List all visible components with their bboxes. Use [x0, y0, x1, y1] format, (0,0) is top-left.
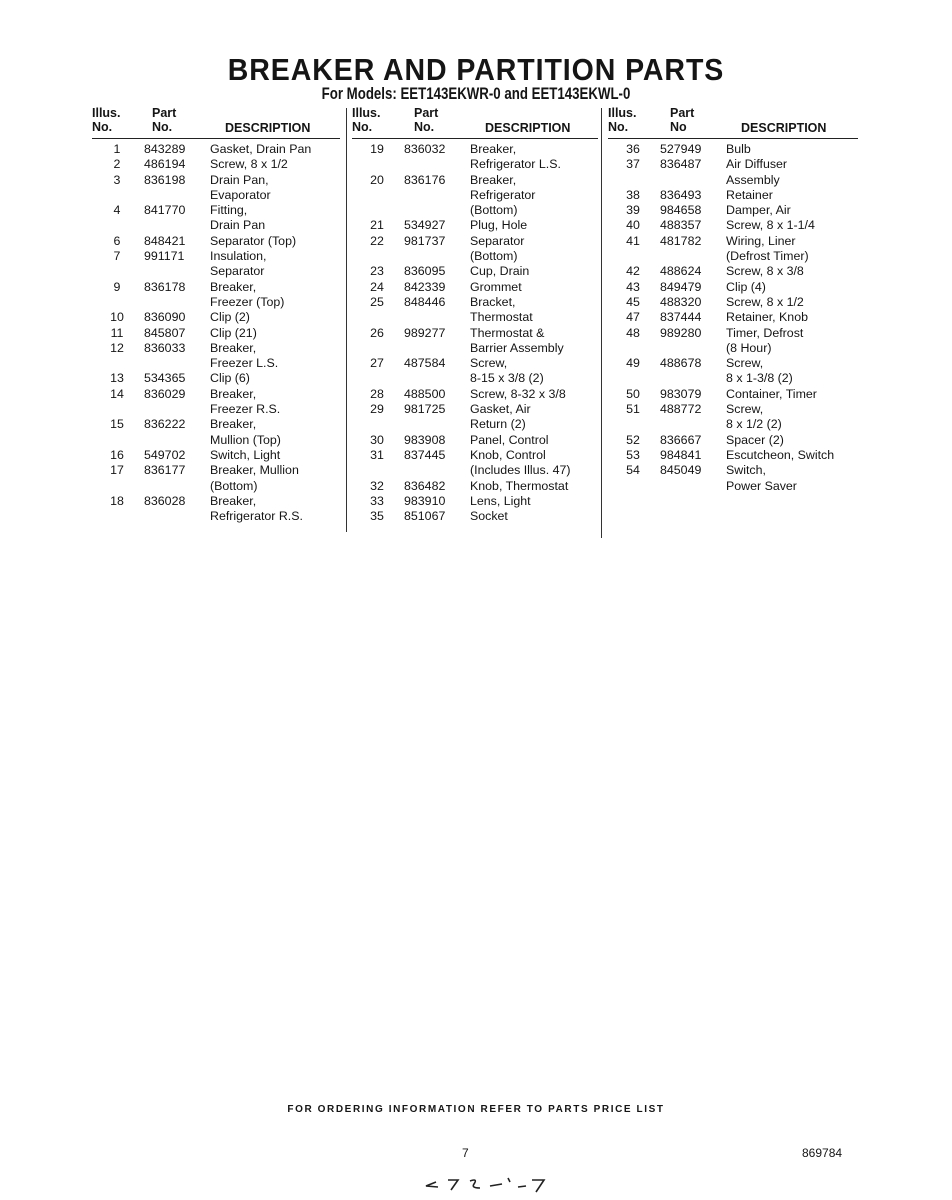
parts-row	[608, 310, 858, 325]
parts-row	[608, 203, 858, 218]
part-description	[470, 448, 598, 479]
illus-number: 1	[113, 142, 121, 156]
illus-number: 52	[626, 432, 640, 447]
description-line: Breaker,	[210, 493, 257, 508]
description-line: Retainer	[726, 187, 773, 202]
part-description	[726, 463, 858, 494]
part-number: 984658	[660, 203, 702, 218]
part-description	[470, 402, 598, 433]
description-line: (Defrost Timer)	[726, 249, 809, 264]
description-line: Power Saver	[726, 478, 797, 493]
part-number: 527949	[660, 142, 702, 156]
parts-row	[352, 295, 598, 326]
description-line: Spacer (2)	[726, 432, 784, 447]
parts-row	[92, 157, 340, 172]
parts-row	[608, 234, 858, 265]
parts-row	[608, 402, 858, 433]
ordering-note: FOR ORDERING INFORMATION REFER TO PARTS PRICE LIST	[287, 1104, 665, 1115]
part-number: 843289	[144, 142, 186, 156]
parts-row	[92, 417, 340, 448]
part-number: 845049	[660, 463, 702, 478]
parts-row	[92, 310, 340, 325]
description-line: Freezer L.S.	[210, 356, 279, 371]
part-number: 842339	[404, 279, 446, 294]
page-title: BREAKER AND PARTITION PARTS	[227, 52, 725, 87]
part-description	[210, 448, 340, 463]
illus-number: 22	[370, 233, 384, 248]
part-description	[726, 433, 858, 448]
description-line: Cup, Drain	[470, 264, 530, 279]
description-line: Clip (4)	[726, 279, 766, 294]
parts-row	[352, 234, 598, 265]
parts-row	[92, 142, 340, 157]
illus-number: 47	[626, 310, 640, 325]
column-header	[608, 104, 858, 139]
description-line: Panel, Control	[470, 432, 549, 447]
part-description	[726, 310, 858, 325]
description-line: Screw, 8 x 1/2	[210, 157, 288, 172]
illus-number: 14	[110, 386, 124, 401]
part-description	[726, 188, 858, 203]
description-line: Breaker, Mullion	[210, 463, 299, 478]
description-line: Retainer, Knob	[726, 310, 808, 325]
parts-row	[608, 157, 858, 188]
part-number: 836482	[404, 478, 446, 493]
part-number: 836178	[144, 279, 186, 294]
description-line: Screw, 8 x 1-1/4	[726, 218, 815, 233]
part-description	[470, 494, 598, 509]
description-line: Breaker,	[210, 417, 257, 432]
part-number: 487584	[404, 356, 446, 371]
part-number: 989277	[404, 325, 446, 340]
part-number: 836493	[660, 187, 702, 202]
part-number: 836033	[144, 340, 186, 355]
description-line: Breaker,	[470, 172, 517, 187]
part-number: 836198	[144, 172, 186, 187]
part-number: 836028	[144, 493, 186, 508]
description-line: (8 Hour)	[726, 340, 772, 355]
handwritten-mark-icon	[422, 1172, 562, 1196]
part-description	[210, 157, 340, 172]
column-divider	[346, 108, 347, 532]
description-line: Wiring, Liner	[726, 233, 796, 248]
part-number: 836029	[144, 386, 186, 401]
part-number: 845807	[144, 325, 186, 340]
parts-row	[92, 371, 340, 386]
part-number: 837445	[404, 447, 446, 462]
part-number: 836090	[144, 310, 186, 325]
description-line: Clip (21)	[210, 325, 257, 340]
illus-number: 21	[370, 218, 384, 233]
illus-number: 48	[626, 325, 640, 340]
part-description	[726, 264, 858, 279]
description-line: 8 x 1-3/8 (2)	[726, 371, 793, 386]
description-header: DESCRIPTION	[485, 121, 571, 135]
parts-rows	[608, 139, 858, 494]
parts-row	[608, 280, 858, 295]
description-line: Escutcheon, Switch	[726, 447, 835, 462]
part-number: 981725	[404, 402, 446, 417]
part-description	[726, 326, 858, 357]
illus-number: 19	[370, 142, 384, 156]
part-description	[470, 142, 598, 173]
part-description	[726, 203, 858, 218]
parts-row	[608, 326, 858, 357]
illus-number: 13	[110, 371, 124, 386]
illus-number: 32	[370, 478, 384, 493]
parts-row	[92, 173, 340, 204]
part-number: 549702	[144, 447, 186, 462]
part-number: 836667	[660, 432, 702, 447]
description-line: Refrigerator R.S.	[210, 509, 303, 524]
description-line: Return (2)	[470, 417, 526, 432]
parts-row	[92, 341, 340, 372]
description-line: (Bottom)	[210, 478, 258, 493]
parts-row	[352, 433, 598, 448]
parts-row	[92, 326, 340, 341]
part-description	[210, 463, 340, 494]
illus-number: 12	[110, 340, 124, 355]
illus-number: 41	[626, 233, 640, 248]
parts-column-2	[352, 104, 598, 524]
part-number: 984841	[660, 447, 702, 462]
part-number: 851067	[404, 509, 446, 524]
description-line: Breaker,	[210, 340, 257, 355]
part-description	[470, 218, 598, 233]
part-number: 836487	[660, 157, 702, 172]
description-line: Screw,	[470, 356, 508, 371]
description-line: Breaker,	[210, 386, 257, 401]
part-description	[470, 356, 598, 387]
part-number: 836176	[404, 172, 446, 187]
illus-number: 39	[626, 203, 640, 218]
part-number: 841770	[144, 203, 186, 218]
part-description	[210, 387, 340, 418]
part-number: 488678	[660, 356, 702, 371]
description-line: Knob, Control	[470, 447, 546, 462]
part-description	[470, 295, 598, 326]
illus-number: 33	[370, 493, 384, 508]
part-description	[210, 249, 340, 280]
part-description	[470, 280, 598, 295]
illus-number: 27	[370, 356, 384, 371]
part-description	[210, 417, 340, 448]
part-number: 848421	[144, 233, 186, 248]
part-description	[470, 387, 598, 402]
document-number: 869784	[802, 1146, 843, 1160]
parts-row	[608, 142, 858, 157]
parts-row	[608, 433, 858, 448]
parts-row	[352, 356, 598, 387]
part-description	[726, 402, 858, 433]
description-line: Screw, 8 x 1/2	[726, 294, 804, 309]
part-header: Part No.	[414, 106, 439, 134]
part-description	[210, 341, 340, 372]
parts-row	[352, 494, 598, 509]
column-header	[92, 104, 340, 139]
illus-header: Illus. No.	[352, 106, 381, 134]
part-description	[210, 280, 340, 311]
description-line: Separator	[470, 233, 525, 248]
part-number: 836177	[144, 463, 186, 478]
parts-row	[92, 387, 340, 418]
illus-number: 38	[626, 187, 640, 202]
description-line: Thermostat &	[470, 325, 545, 340]
parts-rows	[92, 139, 340, 524]
illus-number: 42	[626, 264, 640, 279]
description-line: Lens, Light	[470, 493, 531, 508]
illus-number: 15	[110, 417, 124, 432]
part-number: 983079	[660, 386, 702, 401]
illus-number: 35	[370, 509, 384, 524]
part-description	[726, 142, 858, 157]
part-description	[726, 218, 858, 233]
part-number: 488772	[660, 402, 702, 417]
description-line: Bulb	[726, 142, 751, 156]
part-description	[210, 310, 340, 325]
part-number: 849479	[660, 279, 702, 294]
parts-rows	[352, 139, 598, 524]
part-number: 486194	[144, 157, 186, 172]
description-line: Air Diffuser	[726, 157, 788, 172]
description-line: 8-15 x 3/8 (2)	[470, 371, 544, 386]
description-line: Freezer R.S.	[210, 402, 281, 417]
parts-row	[92, 448, 340, 463]
illus-number: 45	[626, 294, 640, 309]
illus-header: Illus. No.	[92, 106, 121, 134]
part-description	[726, 387, 858, 402]
description-line: (Bottom)	[470, 249, 518, 264]
parts-row	[352, 173, 598, 219]
illus-number: 43	[626, 279, 640, 294]
part-number: 989280	[660, 325, 702, 340]
description-line: Screw, 8-32 x 3/8	[470, 386, 566, 401]
part-description	[726, 295, 858, 310]
parts-row	[92, 280, 340, 311]
description-line: Mullion (Top)	[210, 432, 281, 447]
parts-row	[92, 494, 340, 525]
description-line: Separator	[210, 264, 265, 279]
part-number: 836032	[404, 142, 446, 156]
illus-number: 18	[110, 493, 124, 508]
parts-row	[352, 142, 598, 173]
description-line: Refrigerator L.S.	[470, 157, 561, 172]
part-number: 848446	[404, 294, 446, 309]
description-line: Screw,	[726, 356, 764, 371]
parts-row	[608, 448, 858, 463]
description-line: Refrigerator	[470, 187, 536, 202]
parts-row	[352, 448, 598, 479]
parts-row	[608, 218, 858, 233]
illus-number: 7	[113, 249, 121, 264]
part-number: 481782	[660, 233, 702, 248]
description-line: Damper, Air	[726, 203, 791, 218]
description-line: Drain Pan,	[210, 172, 269, 187]
parts-row	[352, 218, 598, 233]
illus-number: 3	[113, 172, 121, 187]
description-line: Grommet	[470, 279, 522, 294]
part-number: 836222	[144, 417, 186, 432]
description-line: Switch, Light	[210, 447, 281, 462]
parts-row	[608, 264, 858, 279]
description-line: Insulation,	[210, 249, 267, 264]
part-number: 488320	[660, 294, 702, 309]
parts-row	[352, 264, 598, 279]
description-line: Barrier Assembly	[470, 340, 564, 355]
part-description	[210, 234, 340, 249]
description-line: Fitting,	[210, 203, 248, 218]
part-number: 488357	[660, 218, 702, 233]
part-description	[470, 433, 598, 448]
parts-row	[352, 479, 598, 494]
part-number: 981737	[404, 233, 446, 248]
parts-row	[352, 280, 598, 295]
part-number: 836095	[404, 264, 446, 279]
column-divider	[601, 108, 602, 538]
illus-number: 23	[370, 264, 384, 279]
parts-row	[92, 203, 340, 234]
part-description	[726, 234, 858, 265]
parts-row	[352, 402, 598, 433]
description-line: Screw,	[726, 402, 764, 417]
illus-number: 26	[370, 325, 384, 340]
part-description	[210, 142, 340, 157]
part-number: 983908	[404, 432, 446, 447]
illus-number: 51	[626, 402, 640, 417]
illus-number: 24	[370, 279, 384, 294]
description-line: Thermostat	[470, 310, 533, 325]
description-line: Breaker,	[470, 142, 517, 156]
part-description	[470, 234, 598, 265]
description-line: Gasket, Drain Pan	[210, 142, 312, 156]
part-description	[726, 448, 858, 463]
illus-number: 2	[113, 157, 121, 172]
description-line: Drain Pan	[210, 218, 266, 233]
part-header: Part No.	[152, 106, 177, 134]
parts-row	[92, 234, 340, 249]
part-description	[726, 356, 858, 387]
part-description	[210, 326, 340, 341]
part-number: 837444	[660, 310, 702, 325]
description-line: Container, Timer	[726, 386, 817, 401]
description-line: Assembly	[726, 172, 780, 187]
parts-row	[608, 295, 858, 310]
part-number: 534365	[144, 371, 186, 386]
parts-row	[352, 387, 598, 402]
illus-number: 53	[626, 447, 640, 462]
part-description	[210, 494, 340, 525]
description-line: Clip (2)	[210, 310, 250, 325]
parts-row	[608, 463, 858, 494]
part-number: 488500	[404, 386, 446, 401]
description-header: DESCRIPTION	[741, 121, 827, 135]
description-line: Freezer (Top)	[210, 294, 285, 309]
parts-column-1	[92, 104, 340, 524]
illus-number: 29	[370, 402, 384, 417]
illus-number: 40	[626, 218, 640, 233]
description-line: Evaporator	[210, 187, 271, 202]
part-description	[210, 203, 340, 234]
illus-number: 50	[626, 386, 640, 401]
part-description	[726, 157, 858, 188]
description-line: Screw, 8 x 3/8	[726, 264, 804, 279]
illus-number: 28	[370, 386, 384, 401]
description-line: Clip (6)	[210, 371, 250, 386]
description-line: Gasket, Air	[470, 402, 531, 417]
illus-number: 54	[626, 463, 640, 478]
parts-row	[352, 326, 598, 357]
illus-number: 4	[113, 203, 121, 218]
parts-row	[352, 509, 598, 524]
description-line: Knob, Thermostat	[470, 478, 569, 493]
illus-header: Illus. No.	[608, 106, 637, 134]
parts-row	[608, 387, 858, 402]
page-number: 7	[462, 1146, 469, 1160]
description-line: 8 x 1/2 (2)	[726, 417, 782, 432]
illus-number: 17	[110, 463, 124, 478]
illus-number: 25	[370, 294, 384, 309]
description-line: Bracket,	[470, 294, 516, 309]
part-description	[210, 173, 340, 204]
parts-row	[92, 463, 340, 494]
description-line: Timer, Defrost	[726, 325, 804, 340]
part-number: 488624	[660, 264, 702, 279]
description-line: Switch,	[726, 463, 766, 478]
part-description	[470, 479, 598, 494]
parts-row	[92, 249, 340, 280]
part-header: Part No	[670, 106, 695, 134]
description-line: Separator (Top)	[210, 233, 297, 248]
part-description	[726, 280, 858, 295]
illus-number: 10	[110, 310, 124, 325]
illus-number: 36	[626, 142, 640, 156]
illus-number: 11	[110, 325, 124, 340]
parts-row	[608, 356, 858, 387]
part-description	[470, 264, 598, 279]
illus-number: 6	[113, 233, 121, 248]
illus-number: 30	[370, 432, 384, 447]
illus-number: 9	[113, 279, 121, 294]
part-description	[470, 509, 598, 524]
part-number: 991171	[144, 249, 185, 264]
part-number: 983910	[404, 493, 446, 508]
illus-number: 37	[626, 157, 640, 172]
part-description	[470, 326, 598, 357]
part-number: 534927	[404, 218, 446, 233]
parts-column-3	[608, 104, 858, 494]
illus-number: 20	[370, 172, 384, 187]
parts-row	[608, 188, 858, 203]
description-line: Plug, Hole	[470, 218, 528, 233]
description-header: DESCRIPTION	[225, 121, 311, 135]
description-line: Socket	[470, 509, 508, 524]
illus-number: 49	[626, 356, 640, 371]
column-header	[352, 104, 598, 139]
illus-number: 16	[110, 447, 124, 462]
models-subtitle: For Models: EET143EKWR-0 and EET143EKWL-0	[321, 84, 631, 103]
part-description	[210, 371, 340, 386]
description-line: Breaker,	[210, 279, 257, 294]
description-line: (Bottom)	[470, 203, 518, 218]
part-description	[470, 173, 598, 219]
description-line: (Includes Illus. 47)	[470, 463, 571, 478]
illus-number: 31	[370, 447, 384, 462]
